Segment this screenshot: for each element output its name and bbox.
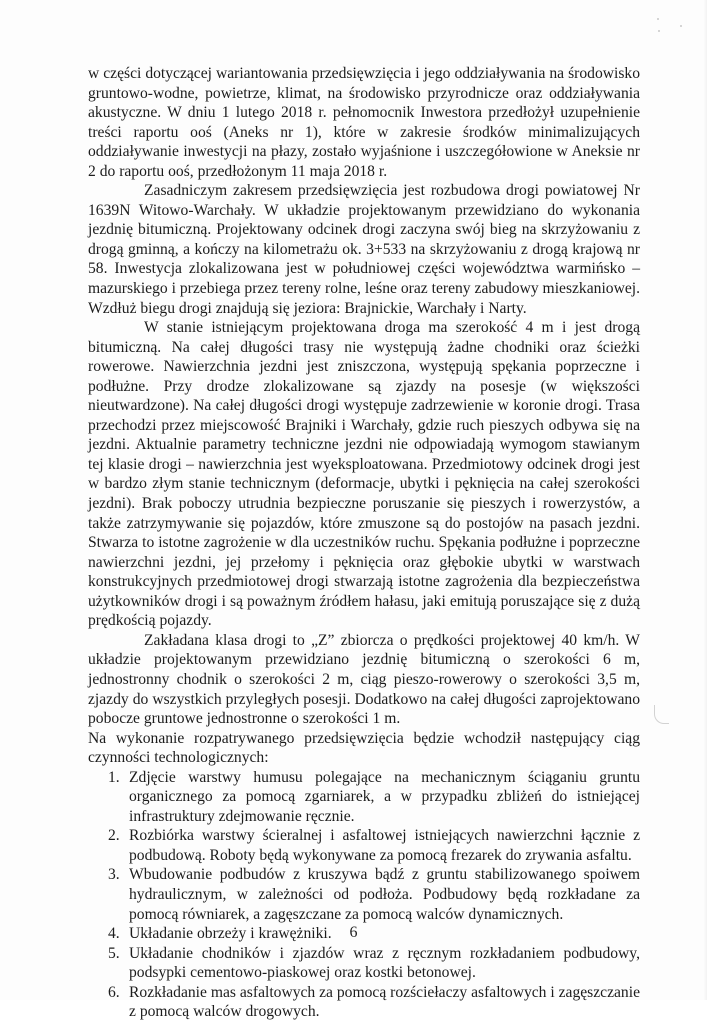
list-item-number: 2.: [108, 827, 120, 845]
list-item-text: Układanie obrzeży i krawężniki.: [129, 925, 332, 943]
list-item: [88, 944, 640, 983]
technology-steps-list: [88, 768, 640, 1022]
list-item-text: Rozbiórka warstwy ścieralnej i asfaltowej istniejących nawierzchni łącznie z podbudową. Roboty będą wykonywane za pomocą frezarek do zrywania asfaltu.: [129, 827, 640, 864]
list-item-text: Zdjęcie warstwy humusu polegające na mechanicznym ściąganiu gruntu organicznego za pomocą zgarniarek, a w przypadku zbliżeń do istniejącej infrastruktury zdejmowanie ręcznie.: [129, 768, 640, 825]
paragraph-steps-intro: Na wykonanie rozpatrywanego przedsięwzięcia będzie wchodził następujący ciąg czynności technologicznych:: [88, 729, 640, 767]
list-item-number: 3.: [108, 866, 120, 884]
list-item-text: Rozkładanie mas asfaltowych za pomocą rozściełaczy asfaltowych i zagęszczanie z pomocą walców drogowych.: [129, 983, 640, 1021]
paragraph-existing-state: W stanie istniejącym projektowana droga ma szerokość 4 m i jest drogą bitumiczną. Na całej długości trasy nie występują żadne chodniki oraz ścieżki rowerowe. Nawierzchnia jezdni jest zniszczona, występują spękania poprzeczne i podłużne. Przy drodze zlokalizowane są zjazdy na posesje (w większości nieutwardzone). Na całej długości drogi występuje zadrzewienie w koronie drogi. Trasa przechodzi przez miejscowość Brajniki i Warchały, gdzie ruch pieszych odbywa się na jezdni. Aktualnie parametry techniczne jezdni nie odpowiadają wymogom stawianym tej klasie drogi – nawierzchnia jest wyeksploatowana. Przedmiotowy odcinek drogi jest w bardzo złym stanie technicznym (deformacje, ubytki i pęknięcia na całej szerokości jezdni). Brak poboczy utrudnia bezpieczne poruszanie się pieszych i rowerzystów, a także zatrzymywanie się pojazdów, które zmuszone są do postojów na pasach jezdni. Stwarza to istotne zagrożenie w dla uczestników ruchu. Spękania podłużne i poprzeczne nawierzchni jezdni, jej przełomy i pęknięcia oraz głębokie ubytki w warstwach konstrukcyjnych przedmiotowej drogi stwarzają istotne zagrożenia dla bezpieczeństwa użytkowników drogi i są poważnym źródłem hałasu, jaki emitują poruszające się z dużą prędkością pojazdy.: [88, 319, 640, 630]
list-item: [88, 768, 640, 827]
scan-speck: [680, 25, 682, 27]
page-edge-shadow: [703, 0, 707, 1000]
list-item-number: 6.: [108, 983, 120, 1001]
list-item-number: 4.: [108, 925, 120, 943]
scan-speck: [658, 30, 660, 32]
paragraph-continuation: w części dotyczącej wariantowania przedsięwzięcia i jego oddziaływania na środowisko gruntowo-wodne, powietrze, klimat, na środowisko przyrodnicze oraz oddziaływania akustyczne. W dniu 1 lutego 2018 r. pełnomocnik Inwestora przedłożył uzupełnienie treści raportu ooś (Aneks nr 1), które w zakresie środków minimalizujących oddziaływanie inwestycji na płazy, zostało wyjaśnione i uszczegółowione w Aneksie nr 2 do raportu ooś, przedłożonym 11 maja 2018 r.: [88, 65, 640, 180]
list-item: [88, 865, 640, 924]
scan-binding-mark: [654, 705, 669, 724]
list-item: [88, 826, 640, 865]
page-number: 6: [349, 924, 358, 941]
list-item-text: Układanie chodników i zjazdów wraz z ręcznym rozkładaniem podbudowy, podsypki cementowo-piaskowej oraz kostki betonowej.: [129, 944, 640, 982]
paragraph-road-class: Zakładana klasa drogi to „Z” zbiorcza o prędkości projektowej 40 km/h. W układzie projektowanym przewidziano jezdnię bitumiczną o szerokości 6 m, jednostronny chodnik o szerokości 2 m, ciąg pieszo-rowerowy o szerokości 3,5 m, zjazdy do wszystkich przyległych posesji. Dodatkowo na całej długości zaprojektowano pobocze gruntowe jednostronne o szerokości 1 m.: [88, 631, 640, 728]
list-item: [88, 983, 640, 1022]
scan-speck: [657, 18, 659, 20]
list-item-number: 1.: [108, 768, 120, 786]
list-item-text: Wbudowanie podbudów z kruszywa bądź z gruntu stabilizowanego spoiwem hydraulicznym, w zależności od podłoża. Podbudowy będą rozkładane za pomocą równiarek, a zagęszczane za pomocą walców dynamicznych.: [129, 866, 640, 923]
paragraph-project-scope: Zasadniczym zakresem przedsięwzięcia jest rozbudowa drogi powiatowej Nr 1639N Witowo-Warchały. W układzie projektowanym przewidziano do wykonania jezdnię bitumiczną. Projektowany odcinek drogi zaczyna swój bieg na skrzyżowaniu z drogą gminną, a kończy na kilometrażu ok. 3+533 na skrzyżowaniu z drogą krajową nr 58. Inwestycja zlokalizowana jest w południowej części województwa warmińsko – mazurskiego i przebiega przez tereny rolne, leśne oraz tereny zabudowy mieszkaniowej. Wzdłuż biegu drogi znajdują się jeziora: Brajnickie, Warchały i Narty.: [88, 182, 640, 317]
document-body: [88, 64, 640, 1022]
list-item-number: 5.: [108, 944, 120, 962]
